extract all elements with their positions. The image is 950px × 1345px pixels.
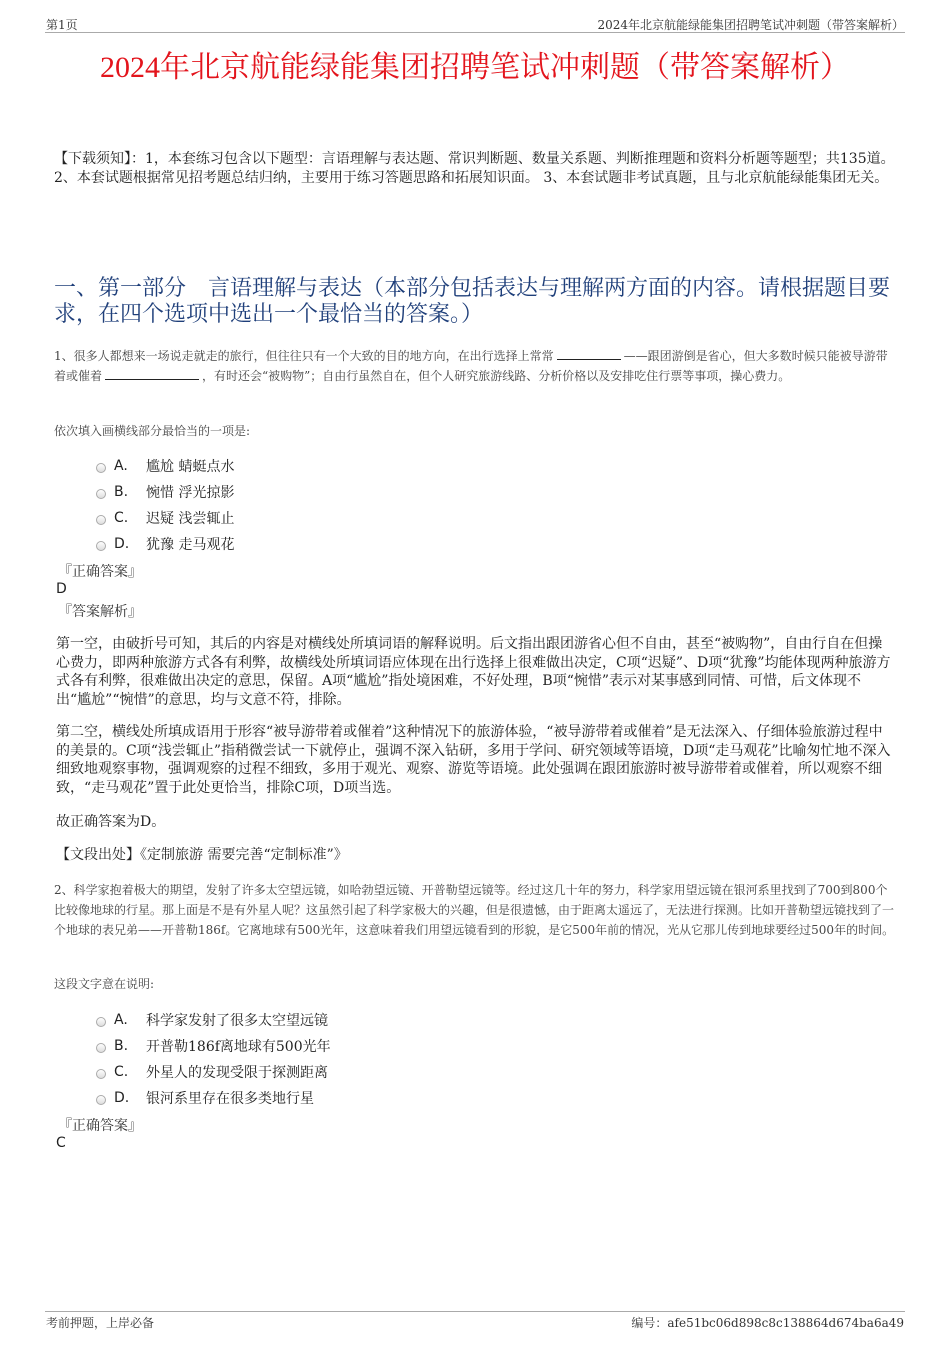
option-text: 科学家发射了很多太空望远镜	[146, 1013, 328, 1029]
footer-divider	[45, 1311, 905, 1312]
radio-button[interactable]	[96, 515, 106, 525]
correct-answer-label: 『正确答案』	[58, 564, 142, 580]
option-text: 尴尬 蜻蜓点水	[146, 459, 235, 475]
footer-doc-id: 编号：afe51bc06d898c8c138864d674ba6a49	[631, 1316, 904, 1330]
radio-button[interactable]	[96, 541, 106, 551]
option-label: C.	[114, 1064, 129, 1080]
blank-1	[557, 348, 621, 360]
option-a[interactable]	[96, 1010, 328, 1030]
option-a[interactable]	[96, 456, 234, 476]
option-label: B.	[114, 484, 129, 500]
download-notice: 【下载须知】：1，本套练习包含以下题型：言语理解与表达题、常识判断题、数量关系题、判断推理题和资料分析题等题型；共135道。 2、本套试题根据常见招考题总结归纳，主要用于练习答题思路和拓展知识面。 3、本套试题非考试真题，且与北京航能绿能集团无关。	[54, 151, 895, 186]
option-b[interactable]	[96, 482, 234, 502]
option-text: 犹豫 走马观花	[146, 537, 235, 553]
question-2-prompt: 这段文字意在说明:	[54, 977, 155, 991]
analysis-paragraph: 第一空，由破折号可知，其后的内容是对横线处所填词语的解释说明。后文指出跟团游省心但不自由，甚至“被购物”，自由行自在但操心费力，即两种旅游方式各有利弊，故横线处所填词语应体现在出行选择上很难做出决定，C项“迟疑”、D项“犹豫”均能体现两种旅游方式各有利弊，很难做出决定的意思，保留。A项“尴尬”指处境困难，不好处理，B项“惋惜”表示对某事感到同情、可惜，后文体现不出“尴尬”“惋惜”的意思，均与文意不符，排除。	[56, 636, 891, 708]
option-label: D.	[114, 1090, 130, 1106]
analysis-conclusion: 故正确答案为D。	[56, 814, 166, 830]
header-doc-title: 2024年北京航能绿能集团招聘笔试冲刺题（带答案解析）	[597, 18, 904, 32]
option-label: D.	[114, 536, 130, 552]
footer-slogan: 考前押题，上岸必备	[46, 1316, 155, 1330]
option-text: 外星人的发现受限于探测距离	[146, 1065, 328, 1081]
blank-2	[105, 368, 199, 380]
option-text: 惋惜 浮光掠影	[146, 485, 235, 501]
option-text: 银河系里存在很多类地行星	[146, 1091, 314, 1107]
option-label: C.	[114, 510, 129, 526]
header-divider	[45, 32, 905, 33]
option-c[interactable]	[96, 508, 234, 528]
option-d[interactable]	[96, 534, 234, 554]
analysis-label: 『答案解析』	[58, 604, 142, 620]
option-label: A.	[114, 1012, 128, 1028]
radio-button[interactable]	[96, 463, 106, 473]
option-text: 开普勒186f离地球有500光年	[146, 1039, 331, 1055]
q1-text-part: ——跟团游倒是省心，但大多数时候只能被导游带着或催着	[54, 349, 888, 383]
option-b[interactable]	[96, 1036, 331, 1056]
analysis-paragraph: 第二空，横线处所填成语用于形容“被导游带着或催着”这种情况下的旅游体验，“被导游带着或催着”是无法深入、仔细体验旅游过程中的美景的。C项“浅尝辄止”指稍微尝试一下就停止，强调不深入钻研，多用于学问、研究领域等语境，D项“走马观花”比喻匆忙地不深入细致地观察事物，强调观察的过程不细致，多用于观光、观察、游览等语境。此处强调在跟团旅游时被导游带着或催着，所以观察不细致，“走马观花”置于此处更恰当，排除C项，D项当选。	[56, 724, 891, 796]
radio-button[interactable]	[96, 489, 106, 499]
radio-button[interactable]	[96, 1069, 106, 1079]
option-label: A.	[114, 458, 128, 474]
question-1-prompt: 依次填入画横线部分最恰当的一项是:	[54, 424, 251, 438]
correct-answer: D	[56, 581, 67, 597]
question-1-text	[54, 346, 899, 386]
option-label: B.	[114, 1038, 129, 1054]
q1-text-part: 1、很多人都想来一场说走就走的旅行，但往往只有一个大致的目的地方向，在出行选择上常常	[54, 349, 554, 363]
radio-button[interactable]	[96, 1043, 106, 1053]
correct-answer: C	[56, 1135, 66, 1151]
q1-text-part: ，有时还会“被购物”；自由行虽然自在，但个人研究旅游线路、分析价格以及安排吃住行票等事项，操心费力。	[202, 369, 791, 383]
page-number: 第1页	[46, 18, 78, 32]
correct-answer-label: 『正确答案』	[58, 1118, 142, 1134]
section-heading: 一、第一部分 言语理解与表达（本部分包括表达与理解两方面的内容。请根据题目要求，在四个选项中选出一个最恰当的答案。）	[54, 276, 891, 327]
radio-button[interactable]	[96, 1095, 106, 1105]
page-title: 2024年北京航能绿能集团招聘笔试冲刺题（带答案解析）	[100, 51, 850, 84]
source-citation: 【文段出处】《定制旅游 需要完善“定制标准”》	[56, 847, 348, 863]
option-d[interactable]	[96, 1088, 314, 1108]
radio-button[interactable]	[96, 1017, 106, 1027]
question-2-text: 2、科学家抱着极大的期望，发射了许多太空望远镜，如哈勃望远镜、开普勒望远镜等。经过这几十年的努力，科学家用望远镜在银河系里找到了700到800个比较像地球的行星。那上面是不是有外星人呢？这虽然引起了科学家极大的兴趣，但是很遗憾，由于距离太遥远了，无法进行探测。比如开普勒望远镜找到了一个地球的表兄弟——开普勒186f。它离地球有500光年，这意味着我们用望远镜看到的形貌，是它500年前的情况，光从它那儿传到地球要经过500年的时间。	[54, 883, 895, 937]
option-text: 迟疑 浅尝辄止	[146, 511, 235, 527]
option-c[interactable]	[96, 1062, 328, 1082]
